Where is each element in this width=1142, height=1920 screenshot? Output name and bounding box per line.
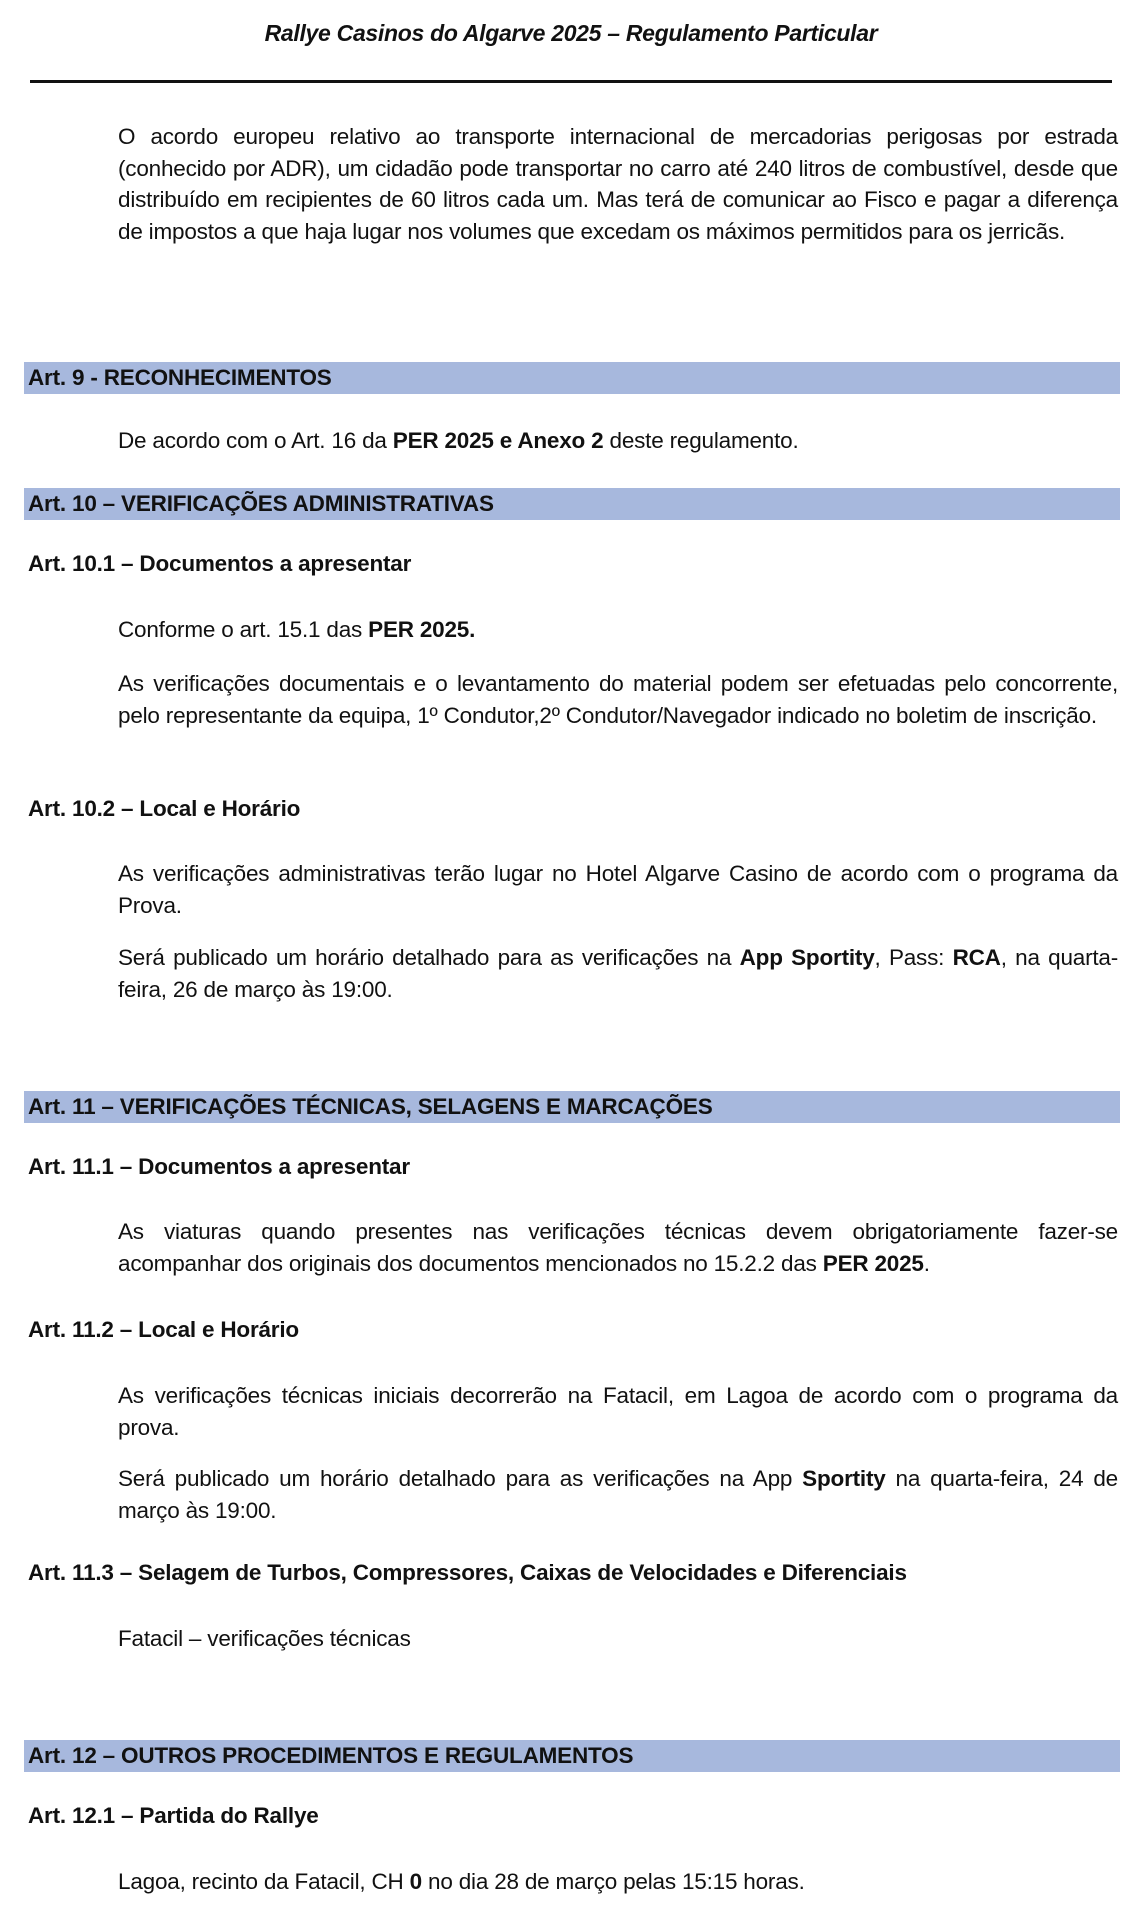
subsection-heading-art11-2: Art. 11.2 – Local e Horário [28,1317,299,1342]
text-run: . [923,1250,930,1276]
subsection-heading-art10-1: Art. 10.1 – Documentos a apresentar [28,551,412,576]
text-run: no dia 28 de março pelas 15:15 horas. [421,1869,805,1894]
subsection-heading-art12-1: Art. 12.1 – Partida do Rallye [28,1803,319,1828]
text-run: De acordo com o Art. 16 da [118,428,393,453]
header-divider [30,80,1112,83]
bold-run: App Sportity [739,945,875,970]
section-heading-art9: Art. 9 - RECONHECIMENTOS [24,362,1120,394]
document-header-title: Rallye Casinos do Algarve 2025 – Regulamento Particular [264,20,878,46]
art12-1-paragraph [118,1866,1118,1898]
art9-paragraph [118,425,1118,457]
art11-1-paragraph [118,1216,1118,1279]
art10-1-paragraph-2: As verificações documentais e o levantamento do material podem ser efetuadas pelo concorrente, pelo representante da equipa, 1º Condutor,2º Condutor/Navegador indicado no boletim de inscrição. [118,671,1118,728]
bold-run: Sportity [802,1466,886,1491]
art11-2-paragraph-2 [118,1463,1118,1526]
art10-2-paragraph-2 [118,942,1118,1005]
text-run: deste regulamento. [603,428,799,453]
text-run: , na quarta-feira, 26 de março às 19:00. [118,945,1119,1002]
art10-1-paragraph-1 [118,614,1118,646]
bold-run: PER 2025 [822,1250,924,1276]
section-heading-art10: Art. 10 – VERIFICAÇÕES ADMINISTRATIVAS [24,488,1120,520]
subsection-heading-art10-2: Art. 10.2 – Local e Horário [28,796,301,821]
subsection-heading-art11-3: Art. 11.3 – Selagem de Turbos, Compressores, Caixas de Velocidades e Diferenciais [28,1560,907,1585]
text-run: Será publicado um horário detalhado para as verificações na App [118,1466,803,1491]
section-heading-art11: Art. 11 – VERIFICAÇÕES TÉCNICAS, SELAGENS E MARCAÇÕES [24,1091,1120,1123]
text-run: Lagoa, recinto da Fatacil, CH [118,1869,410,1894]
text-run: Conforme o art. 15.1 das [118,617,369,642]
text-run: , Pass: [874,945,953,970]
bold-run: PER 2025 e Anexo 2 [392,428,604,453]
bold-run: PER 2025. [368,617,476,642]
bold-run: 0 [409,1869,422,1894]
subsection-heading-art11-1: Art. 11.1 – Documentos a apresentar [28,1154,410,1179]
intro-paragraph: O acordo europeu relativo ao transporte internacional de mercadorias perigosas por estrada (conhecido por ADR), um cidadão pode transportar no carro até 240 litros de combustível, desde que distribuído em recipientes de 60 litros cada um. Mas terá de comunicar ao Fisco e pagar a diferença de impostos a que haja lugar nos volumes que excedam os máximos permitidos para os jerricãs. [118,124,1118,244]
text-run: Será publicado um horário detalhado para as verificações na [118,945,740,970]
section-heading-art12: Art. 12 – OUTROS PROCEDIMENTOS E REGULAMENTOS [24,1740,1120,1772]
art11-2-paragraph-1: As verificações técnicas iniciais decorrerão na Fatacil, em Lagoa de acordo com o programa da prova. [118,1383,1118,1440]
bold-run: RCA [952,945,1001,970]
art11-3-paragraph: Fatacil – verificações técnicas [118,1626,411,1651]
text-run: na quarta-feira, 24 de março às 19:00. [118,1466,1118,1523]
text-run: As viaturas quando presentes nas verificações técnicas devem obrigatoriamente fazer-se acompanhar dos originais dos documentos mencionados no 15.2.2 das [118,1219,1118,1276]
art10-2-paragraph-1: As verificações administrativas terão lugar no Hotel Algarve Casino de acordo com o programa da Prova. [118,861,1118,918]
